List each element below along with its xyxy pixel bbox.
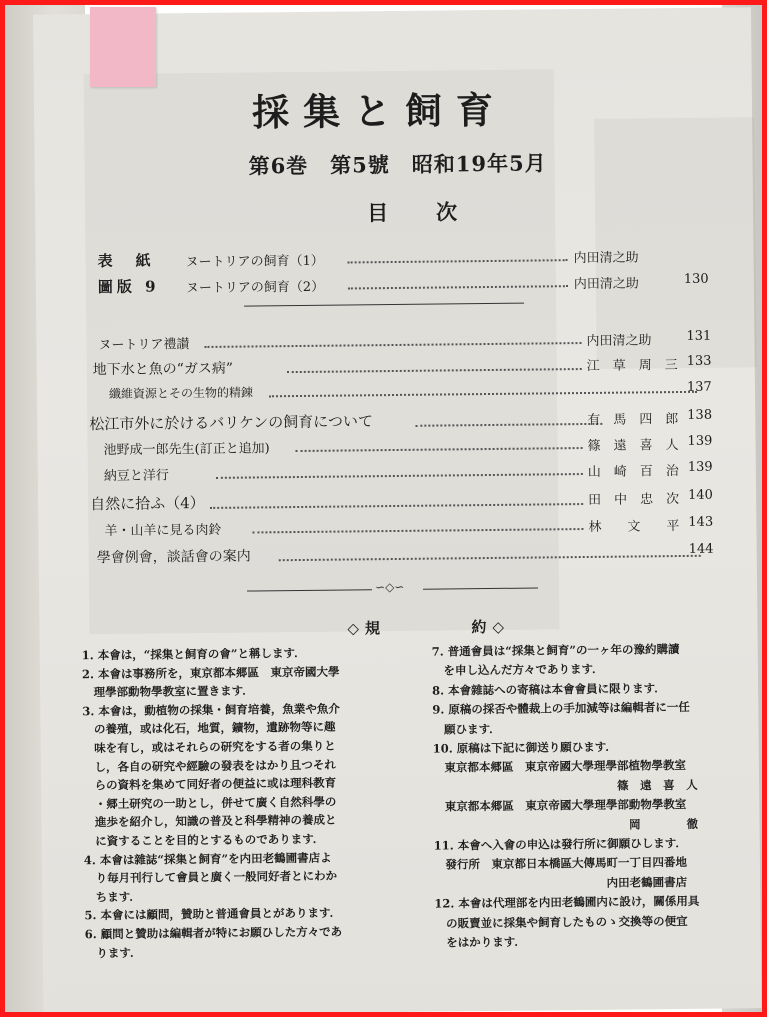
- article-page: 139: [687, 433, 713, 449]
- journal-title: 採集と飼育: [251, 87, 508, 135]
- rule-line-right: 10. 原稿は下記に御送り願ひます．: [432, 739, 617, 756]
- article-page: 133: [686, 353, 712, 369]
- contents-heading: 目次: [366, 198, 506, 226]
- rule-line-right: の販賣並に採集や飼育したものゝ交換等の便宜: [434, 913, 688, 931]
- rule-line-left: 6. 顧問と贊助は編輯者が特にお願ひした方々であ: [84, 924, 343, 942]
- rule-line-right: 願ひます．: [432, 721, 501, 737]
- article-title: 纖維資源とその生物的精錬: [108, 385, 254, 401]
- cover-author: 内田清之助: [573, 250, 639, 267]
- rule-line-left: 4. 本會は雜誌“採集と飼育”を内田老鶴圃書店よ: [83, 850, 332, 867]
- article-title: ヌートリア禮讃: [98, 337, 190, 354]
- rule-line-left: 1. 本會は，“採集と飼育の會”と稱します．: [81, 645, 306, 663]
- rule-line-left: り毎月刊行して會員と廣く一般同好者とにわか: [83, 868, 338, 886]
- rule-line-left: 理學部動物學教室に置きます．: [82, 683, 254, 700]
- article-title: 自然に拾ふ（4）: [90, 493, 205, 514]
- article-title: 學會例會，談話會の案内: [96, 548, 251, 567]
- article-author: 江 草 周 三: [586, 358, 678, 374]
- article-author: 山 崎 百 治: [587, 464, 679, 480]
- cover-title: ヌートリアの飼育（1）: [185, 253, 324, 271]
- rule-line-right: をはかります．: [434, 934, 526, 950]
- rule-line-right: 内田老鶴圃書店: [434, 874, 688, 892]
- article-title: 納豆と洋行: [103, 468, 169, 485]
- rule-line-left: 3. 本會は，動植物の採集・飼育培養，魚業や魚介: [82, 701, 340, 719]
- issue-line: 第6巻 第5號 昭和19年5月: [248, 150, 547, 179]
- rule-line-right: 篠 遠 喜 人: [433, 777, 698, 795]
- article-page: 138: [687, 407, 713, 423]
- rule-line-right: 12. 本會は代理部を内田老鶴圃内に設け，關係用具: [434, 894, 700, 911]
- rule-line-right: 東京都本郷區 東京帝國大學理學部動物學教室: [433, 797, 687, 814]
- rule-line-left: 味を有し，或はそれらの研究をする者の集りと: [82, 738, 336, 756]
- rule-line-right: 東京都本郷區 東京帝國大學理學部植物學教室: [432, 758, 686, 776]
- rule-line-right: を申し込んだ方々であります．: [431, 662, 604, 679]
- article-page: 131: [686, 328, 712, 344]
- cover-label: 表 紙: [97, 251, 155, 271]
- rule-line-right: 11. 本會へ入會の申込は發行所に御願ひします．: [433, 835, 687, 853]
- article-page: 137: [686, 379, 712, 395]
- rule-line-left: らの資料を集めて同好者の便益に或は理科教育: [83, 775, 337, 793]
- rule-line-left: 進歩を紹介し，知識の普及と科學精神の養成と: [83, 813, 337, 830]
- photo-frame: [5, 5, 762, 1012]
- rule-line-right: 9. 原稿の採否や體裁上の手加減等は編輯者に一任: [432, 700, 690, 717]
- rule-line-right: 8. 本會雜誌への寄稿は本會會員に限ります．: [432, 680, 666, 698]
- article-author: 篠 遠 喜 人: [587, 438, 679, 454]
- rule-line-right: 岡 徹: [433, 816, 699, 834]
- rule-line-left: ・郷土研究の一助とし，併せて廣く自然科學の: [83, 794, 337, 812]
- article-author: 田 中 忠 次: [588, 492, 680, 508]
- rule-line-left: 5. 本會には顧問，贊助と普通會員とがあります．: [84, 905, 342, 923]
- ornament-icon: ∽◇∽: [374, 579, 405, 595]
- article-page: 144: [688, 541, 714, 557]
- rule-line-left: ります．: [84, 945, 142, 960]
- sticky-note: [90, 7, 156, 87]
- article-author: 有 馬 四 郎: [587, 412, 679, 428]
- cover-page: 130: [683, 271, 709, 287]
- rules-heading-left: ◇規: [347, 619, 387, 638]
- rule-line-left: し，各自の研究や經驗の發表をはかり且つそれ: [82, 757, 336, 774]
- rule-line-left: 2. 本會は事務所を，東京都本郷區 東京帝國大學: [81, 664, 340, 681]
- article-page: 143: [688, 514, 714, 530]
- cover-author: 内田清之助: [573, 276, 639, 293]
- article-author: 林 文 平: [588, 519, 680, 535]
- article-page: 140: [688, 487, 713, 503]
- cover-label: 圖版 9: [97, 277, 160, 297]
- rule-line-right: 7. 普通會員は“採集と飼育”の一ヶ年の豫約購讀: [431, 642, 680, 659]
- rules-heading-right: 約◇: [471, 617, 511, 637]
- article-title: 池野成一郎先生(訂正と追加): [103, 441, 270, 459]
- rule-line-left: の養殖，或は化石，地質，鑛物，遺跡物等に趣: [82, 720, 336, 737]
- article-title: 地下水と魚の“ガス病”: [92, 360, 234, 379]
- cover-title: ヌートリアの飼育（2）: [185, 279, 325, 297]
- journal-page: [33, 7, 761, 1012]
- article-author: 内田清之助: [586, 333, 652, 349]
- rule-line-right: 發行所 東京都日本橋區大傳馬町一丁目四番地: [433, 855, 688, 872]
- rule-line-left: ちます．: [84, 889, 141, 905]
- article-page: 139: [687, 459, 713, 475]
- article-title: 松江市外に於けるバリケンの飼育について: [89, 412, 374, 434]
- rule-line-left: に資することを目的とするものであります．: [83, 831, 325, 849]
- article-title: 羊・山羊に見る肉鈴: [104, 522, 222, 540]
